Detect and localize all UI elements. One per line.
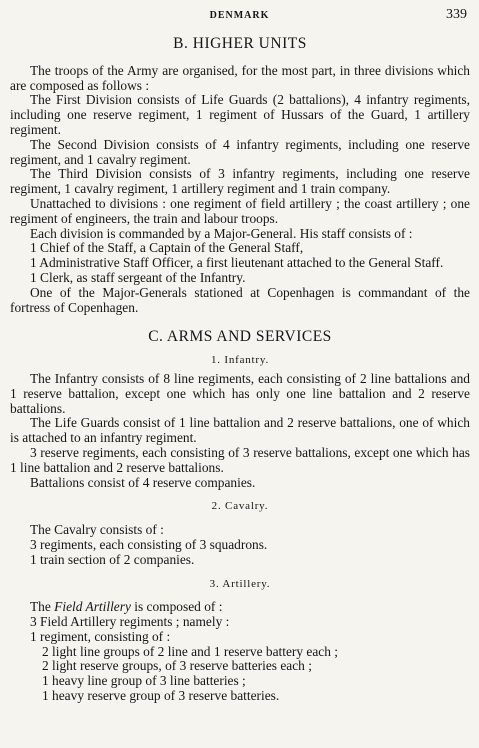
staff-list-item: 1 Chief of the Staff, a Captain of the General Staff, xyxy=(30,240,304,256)
paragraph: The Life Guards consist of 1 line battalion and 2 reserve battalions, one of which is attached to an infantry regiment. xyxy=(10,415,470,446)
subheading-artillery: 3. Artillery. xyxy=(209,577,271,590)
paragraph: The troops of the Army are organised, for the most part, in three divisions which are composed as follows : xyxy=(10,62,470,93)
paragraph: The Cavalry consists of : xyxy=(30,522,164,538)
paragraph: 3 Field Artillery regiments ; namely : xyxy=(30,614,230,630)
paragraph: The Second Division consists of 4 infantry regiments, including one reserve regiment, and 1 cavalry regiment. xyxy=(10,136,470,167)
page-body xyxy=(10,37,470,704)
running-title: DENMARK xyxy=(209,10,270,21)
section-heading-higher-units: B. HIGHER UNITS xyxy=(173,35,307,52)
list-item: 2 light reserve groups, of 3 reserve batteries each ; xyxy=(42,658,312,674)
subheading-cavalry: 2. Cavalry. xyxy=(211,500,269,513)
staff-list-item: 1 Administrative Staff Officer, a first lieutenant attached to the General Staff. xyxy=(30,255,444,271)
list-item: 1 heavy reserve group of 3 reserve batteries. xyxy=(42,688,280,704)
staff-list-item: 1 Clerk, as staff sergeant of the Infantry. xyxy=(30,269,246,285)
paragraph: Unattached to divisions : one regiment of field artillery ; the coast artillery ; one regiment of engineers, the train and labour troops. xyxy=(10,195,470,226)
paragraph: The First Division consists of Life Guards (2 battalions), 4 infantry regiments, including one reserve regiment, 1 regiment of Hussars of the Guard, 1 artillery regiment. xyxy=(10,92,470,137)
paragraph: Battalions consist of 4 reserve companies. xyxy=(30,474,256,490)
intro-text: The xyxy=(30,599,55,615)
list-item: 2 light line groups of 2 line and 1 reserve battery each ; xyxy=(42,643,338,659)
section-heading-arms-and-services: C. ARMS AND SERVICES xyxy=(148,328,332,346)
paragraph: The Third Division consists of 3 infantry regiments, including one reserve regiment, 1 cavalry regiment, 1 artillery regiment and 1 train company. xyxy=(10,166,470,197)
paragraph: 1 regiment, consisting of : xyxy=(30,628,171,644)
paragraph: Each division is commanded by a Major-General. His staff consists of : xyxy=(30,225,413,241)
running-header xyxy=(0,7,479,28)
paragraph: 1 train section of 2 companies. xyxy=(30,551,195,567)
italic-term: Field Artillery xyxy=(54,599,131,615)
paragraph: 3 reserve regiments, each consisting of 3 reserve battalions, except one which has 1 line battalion and 2 reserve battalions. xyxy=(10,444,470,475)
intro-text: is composed of : xyxy=(130,599,223,615)
paragraph: The Infantry consists of 8 line regiments, each consisting of 2 line battalions and 1 reserve battalion, except one which has only one line battalion and 2 reserve battalions. xyxy=(10,370,470,416)
paragraph: 3 regiments, each consisting of 3 squadrons. xyxy=(30,536,268,552)
paragraph: One of the Major-Generals stationed at Copenhagen is commandant of the fortress of Copenhagen. xyxy=(10,284,470,315)
list-item: 1 heavy line group of 3 line batteries ; xyxy=(42,673,246,689)
paragraph xyxy=(10,600,470,615)
subheading-infantry: 1. Infantry. xyxy=(210,354,270,367)
page-number: 339 xyxy=(446,7,467,22)
